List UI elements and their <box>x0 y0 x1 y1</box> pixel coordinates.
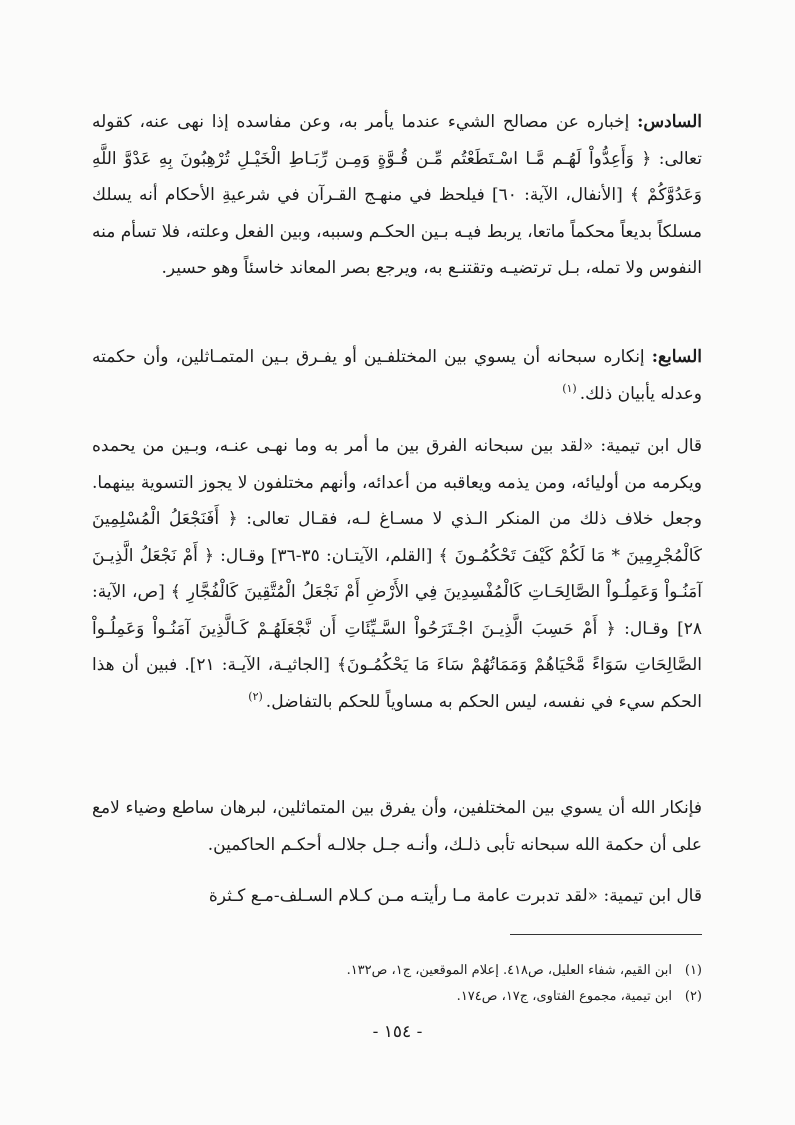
paragraph-text: إنكاره سبحانه أن يسوي بين المختلفـين أو يفـرق بـين المتمـاثلين، وأن حكمته وعدله يأبيان ذلك. <box>92 347 702 404</box>
footnotes <box>120 958 702 1010</box>
footnote-text: ابن القيم، شفاء العليل، ص٤١٨. إعلام الموقعين، ج١، ص١٣٢. <box>346 963 672 978</box>
paragraph-text: فإنكار الله أن يسوي بين المختلفين، وأن يفرق بين المتماثلين، لبرهان ساطع وضياء لامع على أن حكمة الله سبحانه تأبى ذلـك، وأنـه جـل جلالـه أحكـم الحاكمين. <box>92 798 702 855</box>
page-number: - ١٥٤ - <box>372 1022 423 1042</box>
paragraph-ibn-taymiyyah-quote <box>92 428 702 720</box>
footnote-ref[interactable]: (١) <box>562 381 577 395</box>
footnote-item <box>120 958 702 984</box>
footnote-number: (١) <box>684 963 702 978</box>
footnote-text: ابن تيمية، مجموع الفتاوى، ج١٧، ص١٧٤. <box>456 989 672 1004</box>
paragraph-denial <box>92 790 702 863</box>
paragraph-text: قال ابن تيمية: «لقد بين سبحانه الفرق بين ما أمر به وما نهـى عنـه، وبـين من يحمده ويكرمه من أوليائه، ومن يذمه ويعاقبه من أعدائه، وأنهم مختلفون لا يجوز التسوية بينهما. وجعل خلاف ذلك من المنكر الـذي لا مسـاغ لـه، فقـال تعالى: ﴿ أَفَنَجْعَلُ الْمُسْلِمِينَ كَالْمُجْرِمِينَ * مَا لَكُمْ كَيْفَ تَحْكُمُـونَ ﴾ [القلم، الآيتـان: ٣٥-٣٦] وقـال: ﴿ أَمْ نَجْعَلُ الَّذِيـنَ آمَنُـواْ وَعَمِلُـواْ الصَّالِحَـاتِ كَالْمُفْسِدِينَ فِي الأَرْضِ أَمْ نَجْعَلُ الْمُتَّقِينَ كَالْفُجَّارِ ﴾ [ص، الآية: ٢٨] وقـال: ﴿ أَمْ حَسِبَ الَّذِيـنَ اجْـتَرَحُواْ السَّـيِّئَاتِ أَن نَّجْعَلَهُـمْ كَـالَّذِينَ آمَنُـواْ وَعَمِلُـواْ الصَّالِحَاتِ سَوَاءً مَّحْيَاهُمْ وَمَمَاتُهُمْ سَاءَ مَا يَحْكُمُـونَ﴾ [الجاثيـة، الآيـة: ٢١]. فبين أن هذا الحكم سيء في نفسه، ليس الحكم به مساوياً للحكم بالتفاضل. <box>92 436 702 712</box>
paragraph-lead: السابع: <box>651 347 702 367</box>
paragraph-text: قال ابن تيمية: «لقد تدبرت عامة مـا رأيتـه مـن كـلام السـلف-مـع كـثرة <box>208 886 702 906</box>
paragraph-lead: السادس: <box>637 112 702 132</box>
paragraph-ibn-taymiyyah-second <box>92 878 702 915</box>
paragraph-text: إخباره عن مصالح الشيء عندما يأمر به، وعن مفاسده إذا نهى عنه، كقوله تعالى: ﴿ وَأَعِدُّواْ لَهُـم مَّـا اسْـتَطَعْتُم مِّـن قُـوَّةٍ وَمِـن رِّبَـاطِ الْخَيْـلِ تُرْهِبُونَ بِهِ عَدْوَّ اللَّهِ وَعَدُوَّكُمْ ﴾ [الأنفال، الآية: ٦٠] فيلحظ في منهـج القـرآن في شرعيةِ الأحكام أنه يسلك مسلكاً بديعاً محكماً ماتعا، يربط فيـه بـين الحكـم وسببه، وبين الفعل وعلته، فلا تسأم منه النفوس ولا تمله، بـل ترتضيـه وتقتنـع به، ويرجع بصر المعاند خاسئاً وهو حسير. <box>92 112 702 278</box>
footnote-item <box>120 984 702 1010</box>
paragraph-sixth <box>92 104 702 287</box>
footnote-ref[interactable]: (٢) <box>248 689 263 703</box>
footnote-divider <box>510 934 702 935</box>
paragraph-seventh <box>92 339 702 412</box>
footnote-number: (٢) <box>684 989 702 1004</box>
